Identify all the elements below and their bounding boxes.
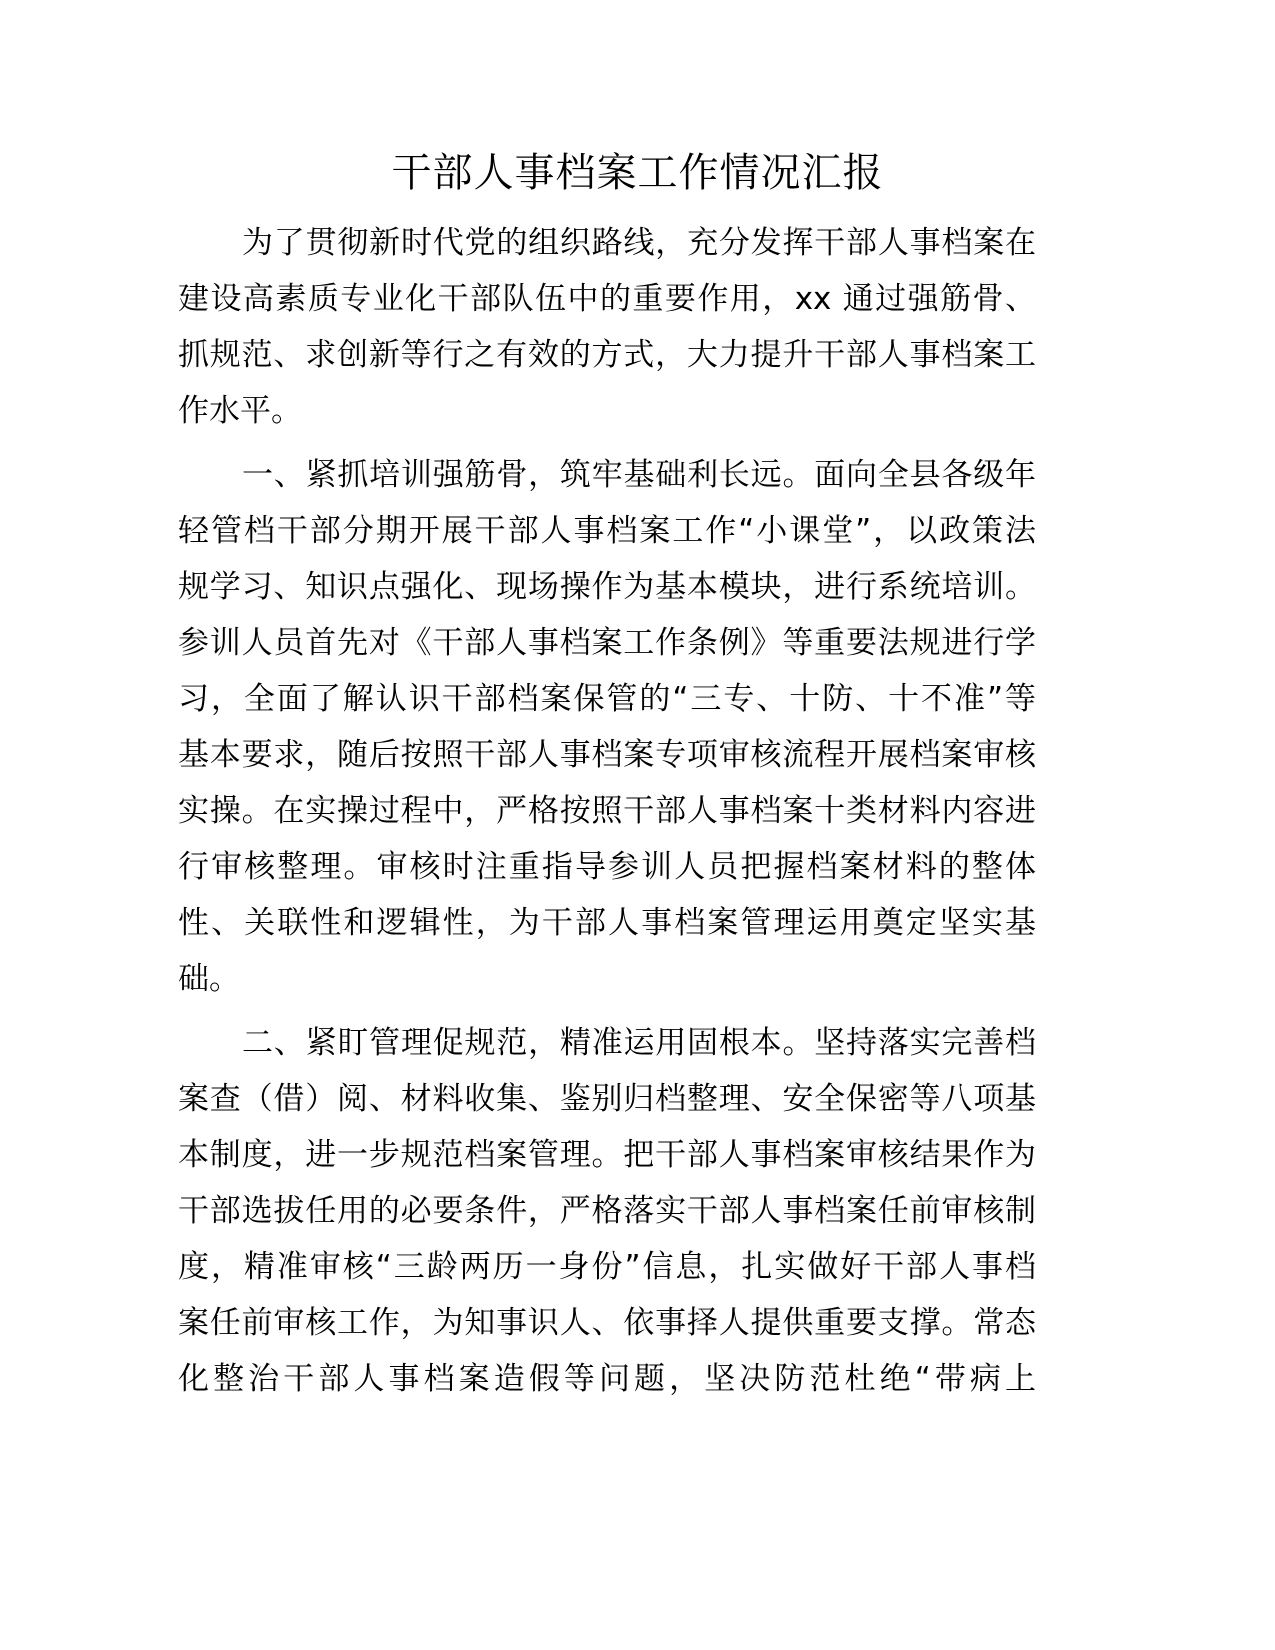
text-line: 实操。在实操过程中，严格按照干部人事档案十类材料内容进 xyxy=(178,793,1036,829)
paragraph xyxy=(178,215,1036,439)
text-line: 规学习、知识点强化、现场操作为基本模块，进行系统培训。 xyxy=(178,569,1036,605)
paragraph xyxy=(178,447,1036,1007)
text-line: 基本要求，随后按照干部人事档案专项审核流程开展档案审核 xyxy=(178,737,1036,773)
text-line: 轻管档干部分期开展干部人事档案工作“小课堂”，以政策法 xyxy=(178,513,1036,549)
text-line: 化整治干部人事档案造假等问题，坚决防范杜绝“带病上 xyxy=(178,1361,1036,1397)
text-line: 性、关联性和逻辑性，为干部人事档案管理运用奠定坚实基 xyxy=(178,905,1036,941)
text-line: 为了贯彻新时代党的组织路线，充分发挥干部人事档案在 xyxy=(242,225,1036,261)
text-line: 本制度，进一步规范档案管理。把干部人事档案审核结果作为 xyxy=(178,1137,1036,1173)
text-line: 干部选拔任用的必要条件，严格落实干部人事档案任前审核制 xyxy=(178,1193,1036,1229)
text-line: 二、紧盯管理促规范，精准运用固根本。坚持落实完善档 xyxy=(242,1025,1036,1061)
text-line: 度，精准审核“三龄两历一身份”信息，扎实做好干部人事档 xyxy=(178,1249,1036,1285)
text-line: 础。 xyxy=(178,961,240,997)
text-line: 行审核整理。审核时注重指导参训人员把握档案材料的整体 xyxy=(178,849,1036,885)
text-line: 建设高素质专业化干部队伍中的重要作用，xx 通过强筋骨、 xyxy=(178,281,1036,317)
text-line: 案查（借）阅、材料收集、鉴别归档整理、安全保密等八项基 xyxy=(178,1081,1036,1117)
text-line: 案任前审核工作，为知事识人、依事择人提供重要支撑。常态 xyxy=(178,1305,1036,1341)
document-title: 干部人事档案工作情况汇报 xyxy=(391,150,884,196)
text-line: 抓规范、求创新等行之有效的方式，大力提升干部人事档案工 xyxy=(178,337,1036,373)
text-line: 参训人员首先对《干部人事档案工作条例》等重要法规进行学 xyxy=(178,625,1036,661)
text-line: 一、紧抓培训强筋骨，筑牢基础利长远。面向全县各级年 xyxy=(242,457,1036,493)
text-line: 习，全面了解认识干部档案保管的“三专、十防、十不准”等 xyxy=(178,681,1036,717)
text-line: 作水平。 xyxy=(178,393,302,429)
paragraph xyxy=(178,1015,1036,1407)
document-body xyxy=(178,215,1036,1415)
